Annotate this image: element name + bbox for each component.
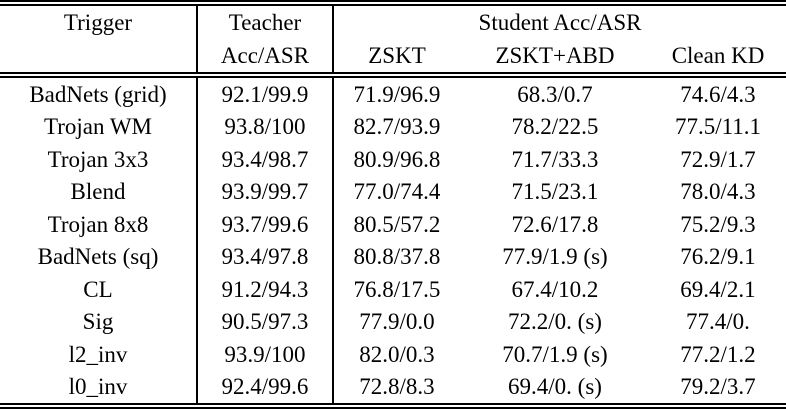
cell-zskt: 77.9/0.0	[359, 309, 435, 335]
cell-trigger: l2_inv	[0, 338, 197, 370]
cell-trigger: Trojan 3x3	[0, 143, 197, 175]
cell-zskt: 82.7/93.9	[353, 114, 441, 140]
table-row	[0, 370, 786, 406]
cell-zskt-abd: 71.7/33.3	[511, 146, 599, 172]
cell-teacher: 93.9/99.7	[197, 176, 333, 208]
column-header-zskt: ZSKT	[368, 43, 426, 68]
table-header	[0, 3, 786, 75]
table-row	[0, 176, 786, 208]
cell-clean-kd: 69.4/2.1	[680, 276, 756, 302]
cell-teacher: 93.4/98.7	[197, 143, 333, 175]
cell-teacher: 92.4/99.6	[197, 370, 333, 406]
cell-trigger: BadNets (sq)	[0, 240, 197, 272]
cell-teacher: 92.1/99.9	[197, 75, 333, 111]
cell-trigger: Sig	[0, 305, 197, 337]
column-header-teacher-line2: Acc/ASR	[220, 43, 310, 68]
cell-trigger: Blend	[0, 176, 197, 208]
cell-clean-kd: 78.0/4.3	[680, 179, 756, 205]
cell-zskt-abd: 72.6/17.8	[511, 211, 599, 237]
cell-zskt-abd: 67.4/10.2	[511, 276, 599, 302]
cell-clean-kd: 79.2/3.7	[680, 374, 756, 400]
cell-clean-kd: 77.5/11.1	[674, 114, 762, 140]
cell-teacher: 90.5/97.3	[197, 305, 333, 337]
cell-trigger: BadNets (grid)	[0, 75, 197, 111]
table-row	[0, 240, 786, 272]
cell-zskt: 80.8/37.8	[353, 244, 441, 270]
cell-trigger: CL	[0, 273, 197, 305]
cell-zskt-abd: 71.5/23.1	[511, 179, 599, 205]
cell-zskt-abd: 68.3/0.7	[517, 81, 593, 107]
column-header-trigger: Trigger	[0, 3, 197, 75]
cell-teacher: 93.9/100	[197, 338, 333, 370]
cell-zskt-abd: 77.9/1.9 (s)	[502, 244, 608, 270]
cell-teacher: 93.8/100	[197, 111, 333, 143]
cell-clean-kd: 77.4/0.	[686, 309, 750, 335]
table-row	[0, 143, 786, 175]
cell-trigger: l0_inv	[0, 370, 197, 406]
table-row	[0, 273, 786, 305]
column-header-clean-kd: Clean KD	[671, 43, 765, 68]
cell-teacher: 93.4/97.8	[197, 240, 333, 272]
cell-zskt: 80.9/96.8	[353, 146, 441, 172]
cell-teacher: 91.2/94.3	[197, 273, 333, 305]
cell-clean-kd: 72.9/1.7	[680, 146, 756, 172]
cell-zskt: 77.0/74.4	[353, 179, 441, 205]
cell-teacher: 93.7/99.6	[197, 208, 333, 240]
cell-zskt: 72.8/8.3	[359, 374, 435, 400]
cell-clean-kd: 75.2/9.3	[680, 211, 756, 237]
header-row-1	[0, 3, 786, 39]
table-row	[0, 111, 786, 143]
column-header-teacher-line1: Teacher	[228, 10, 302, 35]
cell-zskt: 80.5/57.2	[353, 211, 441, 237]
cell-zskt-abd: 69.4/0. (s)	[508, 374, 602, 400]
table-body	[0, 75, 786, 406]
cell-clean-kd: 76.2/9.1	[680, 244, 756, 270]
column-header-teacher	[197, 3, 333, 75]
column-group-header-student: Student Acc/ASR	[478, 10, 642, 35]
cell-zskt: 71.9/96.9	[353, 81, 441, 107]
column-header-zskt-abd: ZSKT+ABD	[495, 43, 615, 68]
table-row	[0, 75, 786, 111]
cell-zskt-abd: 72.2/0. (s)	[508, 309, 602, 335]
cell-zskt: 76.8/17.5	[353, 276, 441, 302]
cell-clean-kd: 77.2/1.2	[680, 341, 756, 367]
cell-zskt-abd: 70.7/1.9 (s)	[502, 341, 608, 367]
cell-clean-kd: 74.6/4.3	[680, 81, 756, 107]
table-row	[0, 338, 786, 370]
cell-trigger: Trojan 8x8	[0, 208, 197, 240]
cell-zskt: 82.0/0.3	[359, 341, 435, 367]
cell-zskt-abd: 78.2/22.5	[511, 114, 599, 140]
table-row	[0, 305, 786, 337]
table-row	[0, 208, 786, 240]
cell-trigger: Trojan WM	[0, 111, 197, 143]
